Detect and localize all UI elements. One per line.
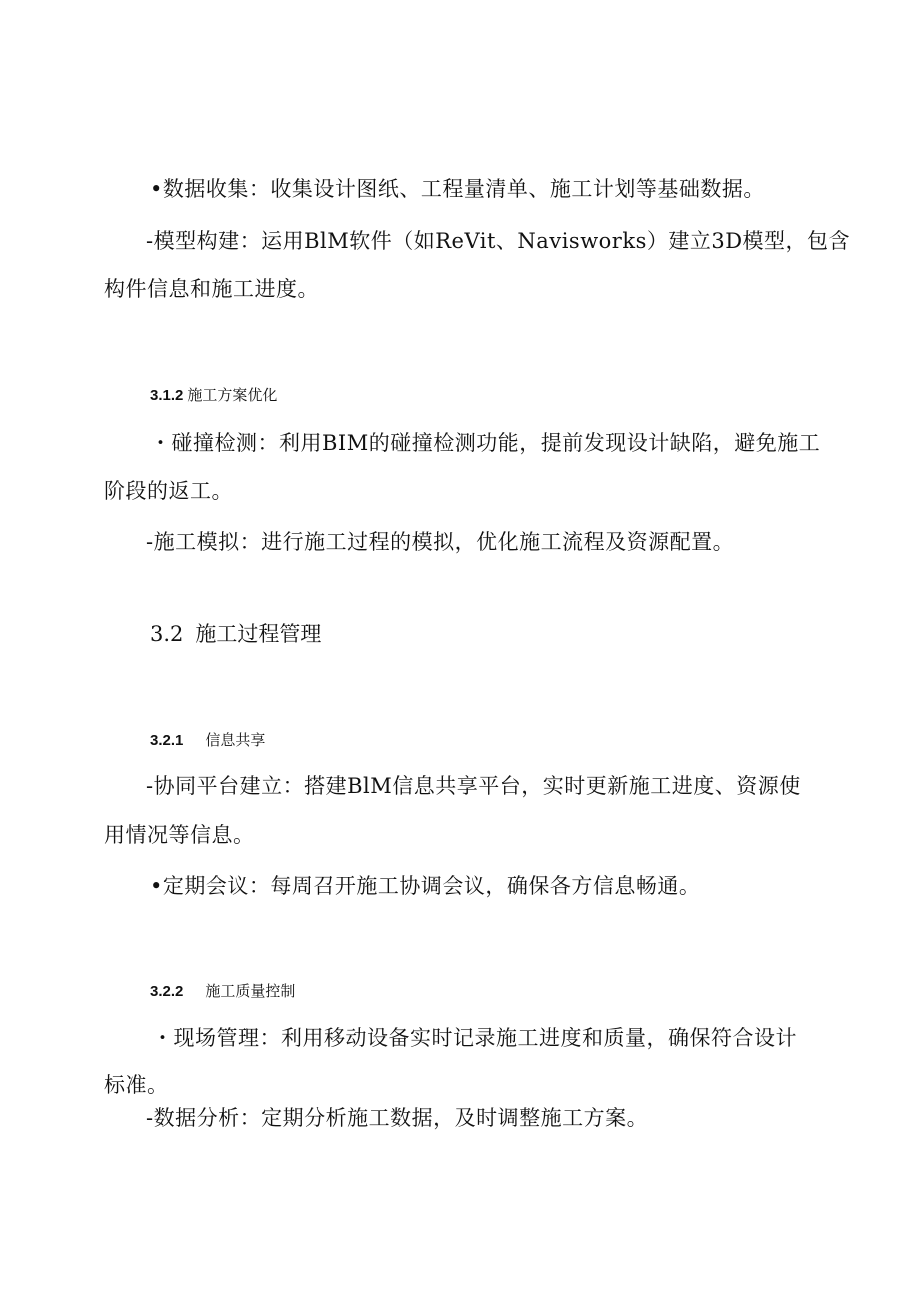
section-heading-3-2 xyxy=(150,620,321,648)
section-heading-3-2-1 xyxy=(150,731,265,751)
paragraph-data-analysis: -数据分析：定期分析施工数据，及时调整施工方案。 xyxy=(146,1106,649,1130)
paragraph-construction-simulation: -施工模拟：进行施工过程的模拟，优化施工流程及资源配置。 xyxy=(146,530,735,554)
section-number: 3.2.1 xyxy=(150,732,184,749)
paragraph-clash-detection-line2: 阶段的返工。 xyxy=(104,479,233,503)
paragraph-site-management-line1: ・现场管理：利用移动设备实时记录施工进度和质量，确保符合设计 xyxy=(152,1026,797,1050)
section-title: 施工质量控制 xyxy=(205,983,296,1000)
section-title: 施工方案优化 xyxy=(187,387,278,404)
section-number: 3.1.2 xyxy=(150,387,184,404)
section-number: 3.2 xyxy=(150,622,184,646)
paragraph-regular-meeting: •定期会议：每周召开施工协调会议，确保各方信息畅通。 xyxy=(150,874,701,898)
section-heading-3-2-2 xyxy=(150,982,295,1002)
paragraph-model-building-line1: -模型构建：运用BlM软件（如ReVit、Navisworks）建立3D模型，包含 xyxy=(146,229,851,253)
paragraph-model-building-line2: 构件信息和施工进度。 xyxy=(104,277,319,301)
paragraph-platform-line2: 用情况等信息。 xyxy=(104,823,255,847)
paragraph-site-management-line2: 标准。 xyxy=(104,1073,169,1097)
section-title: 施工过程管理 xyxy=(195,622,322,646)
section-number: 3.2.2 xyxy=(150,983,184,1000)
paragraph-clash-detection-line1: ・碰撞检测：利用BIM的碰撞检测功能，提前发现设计缺陷，避免施工 xyxy=(150,431,821,455)
section-heading-3-1-2 xyxy=(150,386,277,406)
paragraph-data-collection: •数据收集：收集设计图纸、工程量清单、施工计划等基础数据。 xyxy=(150,177,765,201)
section-title: 信息共享 xyxy=(205,732,266,749)
paragraph-platform-line1: -协同平台建立：搭建BlM信息共享平台，实时更新施工进度、资源使 xyxy=(146,774,801,798)
